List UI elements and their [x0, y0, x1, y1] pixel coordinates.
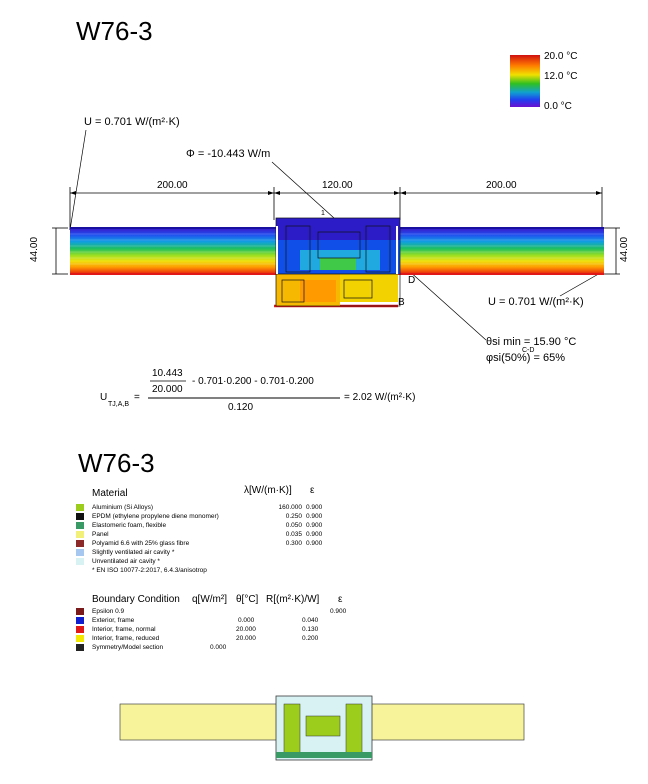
bc-swatch [76, 635, 84, 642]
bc-swatch [76, 644, 84, 651]
section-title-top: W76-3 [76, 16, 153, 46]
bc-q-header: q[W/m²] [192, 594, 227, 605]
heat-flow-label: Φ = -10.443 W/m [186, 148, 271, 160]
material-swatch [76, 504, 84, 511]
formula-numerator-top: 10.443 [152, 368, 183, 379]
panel-right [398, 228, 604, 274]
scale-label-min: 0.0 °C [544, 101, 572, 112]
material-swatch [76, 531, 84, 538]
material-swatch [76, 549, 84, 556]
dimension-right: 200.00 [486, 180, 517, 191]
formula-equals: = [134, 392, 140, 403]
surface-humidity: φsi(50%) = 65% [486, 352, 565, 364]
bc-swatch [76, 617, 84, 624]
temperature-scale [510, 55, 540, 107]
lambda-header: λ[W/(m·K)] [244, 485, 292, 496]
formula-lhs-sub: TJ,A,B [108, 401, 130, 408]
scale-label-max: 20.0 °C [544, 51, 578, 62]
scale-label-mid: 12.0 °C [544, 71, 578, 82]
material-swatch [76, 558, 84, 565]
point-label-b: B [398, 297, 405, 308]
bc-header: Boundary Condition [92, 594, 180, 605]
material-header: Material [92, 488, 128, 499]
material-swatch [76, 522, 84, 529]
formula-denominator: 0.120 [228, 402, 254, 413]
panel-left [70, 228, 276, 274]
u-value-left: U = 0.701 W/(m²·K) [84, 116, 180, 128]
thickness-left: 44.00 [29, 236, 41, 263]
bc-theta-header: θ[°C] [236, 594, 259, 605]
dimension-left: 200.00 [157, 180, 188, 191]
formula-numerator-bottom: 20.000 [152, 384, 183, 395]
thickness-right: 44.00 [619, 236, 631, 263]
surface-temp-min: θsi min = 15.90 °C [486, 336, 577, 348]
formula-result: = 2.02 W/(m²·K) [344, 392, 416, 403]
bc-swatch [76, 626, 84, 633]
bc-swatch [76, 608, 84, 615]
u-value-right: U = 0.701 W/(m²·K) [488, 296, 584, 308]
point-label-1: 1 [321, 210, 325, 217]
formula-numerator-rest: - 0.701·0.200 - 0.701·0.200 [192, 376, 314, 387]
surface-temp-sub: C-D [522, 347, 535, 354]
dimension-center: 120.00 [322, 180, 353, 191]
epsilon-header: ε [310, 485, 315, 496]
material-swatch [76, 540, 84, 547]
bc-r-header: R[(m²·K)/W] [266, 594, 320, 605]
material-swatch [76, 513, 84, 520]
point-label-d: D [408, 275, 416, 286]
section-title-bottom: W76-3 [78, 448, 155, 478]
bc-eps-header: ε [338, 594, 343, 605]
formula-lhs: U [100, 392, 108, 403]
